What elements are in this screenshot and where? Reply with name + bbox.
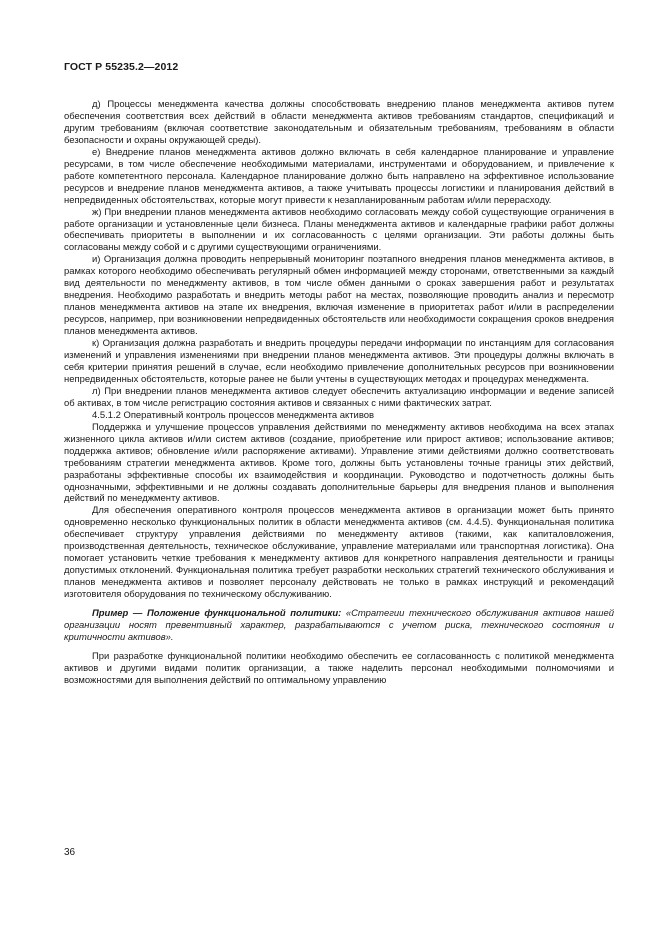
section-heading: 4.5.1.2 Оперативный контроль процессов менеджмента активов xyxy=(92,409,374,421)
paragraph-functional-policy: Для обеспечения оперативного контроля процессов менеджмента активов в организации может быть принято одновременно несколько функциональных политик в области менеджмента активов (см. 4.4.5). Функциональная политика обеспечивает структуру управления действиями по менеджменту активов (такими, как капиталовложения, производственная деятельность, техническое обслуживание, управление материалами или транспортная логистика). Она помогает установить четкие требования к менеджменту активов для конкретного направления деятельности и границы допустимых отклонений. Функциональная политика требует разработки нескольких стратегий технического обслуживания и планов менеджмента активов и позволяет персоналу действовать не только в рамках инструкций и рекомендаций изготовителя оборудования по техническому обслуживанию. xyxy=(64,505,614,601)
paragraph-zh: ж) При внедрении планов менеджмента активов необходимо согласовать между собой существующие ограничения в работе организации и установленные цели бизнеса. Планы менеджмента активов и календарные графики работ должны обеспечивать приоритеты в выполнении и их согласованность с целями организации. Эти работы должны быть согласованы между собой и с другими существующими ограничениями. xyxy=(64,206,614,254)
document-header: ГОСТ Р 55235.2—2012 xyxy=(64,61,179,73)
paragraph-d: д) Процессы менеджмента качества должны способствовать внедрению планов менеджмента активов путем обеспечения соответствия всех действий в области менеджмента активов требованиям стандартов, спецификаций и другим требованиям (включая соответствие законодательным и обязательным требованиям, требованиям в области безопасности и охраны окружающей среды). xyxy=(64,99,614,146)
paragraph-i: и) Организация должна проводить непрерывный мониторинг поэтапного внедрения планов менеджмента активов, в рамках которого необходимо обеспечивать регулярный обмен информацией между сторонами, ответственными за каждый вид деятельности по менеджменту активов, в том числе обмен данными о сроках завершения работ и результатах внедрения. Необходимо разработать и внедрить методы работ на местах, позволяющие проводить анализ и пересмотр планов менеджмента активов на этапе их внедрения, включая изменение в приоритетах работ и/или в распределении ресурсов, например, при возникновении непредвиденных обстоятельств или необходимости сокращения сроков внедрения планов менеджмента активов. xyxy=(64,254,614,338)
paragraph-support: Поддержка и улучшение процессов управления действиями по менеджменту активов необходима на всех этапах жизненного цикла активов и/или систем активов (создание, приобретение или прирост активов; использование активов; поддержка активов; обновление и/или распоряжение активами). Управление этими действиями должно соответствовать требованиям стратегии менеджмента активов. Кроме того, должны быть установлены точные границы этих действий, разработаны эффективные способы их взаимодействия и координации. Руководство и подотчетность должны быть однозначными, эффективными и не должны создавать дополнительные барьеры для внедрения планов и выполнения действий по менеджменту активов. xyxy=(64,421,614,505)
example-title: Пример — Положение функциональной политики: xyxy=(92,608,342,620)
document-body xyxy=(64,99,614,687)
example-note xyxy=(64,608,614,644)
paragraph-e: е) Внедрение планов менеджмента активов должно включать в себя календарное планирование и управление ресурсами, в том числе обеспечение необходимыми материалами, инструментами и оборудованием, и привлечение к работе компетентного персонала. Календарное планирование должно быть направлено на эффективное использование ресурсов и внедрение планов менеджмента активов, а также учитывать процессы логистики и планирования действий в непредвиденных обстоятельствах, которые могут привести к незапланированным работам и/или перерасходу. xyxy=(64,146,614,206)
example-text: «Стратегии технического обслуживания активов нашей организации носят превентивный характер, разрабатываются с учетом риска, технического состояния и критичности активов». xyxy=(64,608,615,643)
paragraph-l: л) При внедрении планов менеджмента активов следует обеспечить актуализацию информации и ведение записей об активах, в том числе регистрацию состояния активов и связанных с ними фактических затрат. xyxy=(64,385,614,409)
paragraph-k: к) Организация должна разработать и внедрить процедуры передачи информации по инстанциям для согласования изменений и управления изменениями при внедрении планов менеджмента активов. Эти процедуры должны включать в себя критерии принятия решений в случае, если необходимо привлечение дополнительных ресурсов при возникновении непредвиденных обстоятельств, которые ранее не были учтены в существующих методах и процедурах менеджмента. xyxy=(64,338,614,385)
paragraph-final: При разработке функциональной политики необходимо обеспечить ее согласованность с политикой менеджмента активов и другими видами политик организации, а также наделить персонал необходимыми полномочиями и возможностями для выполнения действий по оптимальному управлению xyxy=(64,650,614,686)
page-number: 36 xyxy=(64,847,76,858)
